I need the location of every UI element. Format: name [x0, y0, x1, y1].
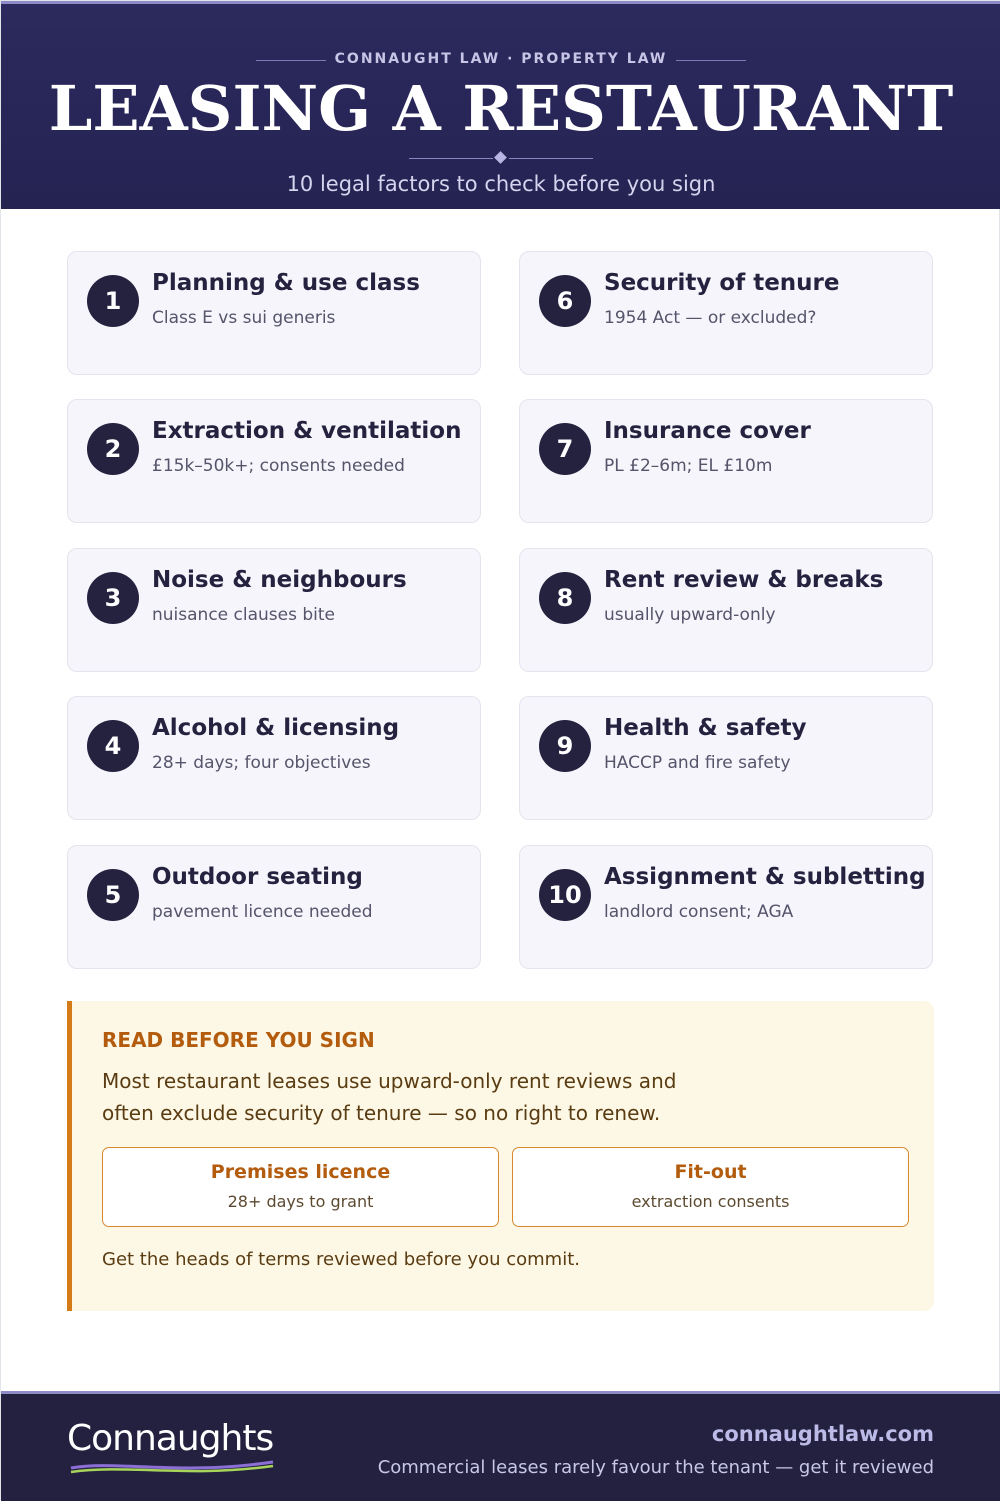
factor-title: Extraction & ventilation [152, 418, 462, 444]
eyebrow-row [1, 49, 1000, 71]
factor-detail: HACCP and fire safety [604, 753, 791, 773]
callout-footer: Get the heads of terms reviewed before you commit. [102, 1249, 580, 1270]
factor-card [67, 845, 481, 969]
fit-out-box [512, 1147, 909, 1227]
factor-card [67, 399, 481, 523]
factor-detail: Class E vs sui generis [152, 308, 336, 328]
mini-box-title: Fit-out [674, 1161, 747, 1183]
factor-card [519, 399, 933, 523]
factor-number-badge: 2 [87, 423, 139, 475]
factor-number-badge: 6 [539, 275, 591, 327]
factor-title: Health & safety [604, 715, 807, 741]
page-title: LEASING A RESTAURANT [48, 72, 954, 145]
factor-detail: usually upward-only [604, 605, 776, 625]
factor-title: Insurance cover [604, 418, 811, 444]
diamond-icon [494, 151, 507, 164]
eyebrow-text: CONNAUGHT LAW · PROPERTY LAW [334, 51, 668, 67]
factor-card [67, 548, 481, 672]
factor-title: Planning & use class [152, 270, 420, 296]
logo-wordmark: Connaughts [67, 1418, 274, 1459]
header-banner [1, 1, 1000, 209]
factor-card [519, 548, 933, 672]
factor-title: Outdoor seating [152, 864, 363, 890]
factor-title: Noise & neighbours [152, 567, 407, 593]
factor-card [67, 696, 481, 820]
factor-number-badge: 1 [87, 275, 139, 327]
factor-detail: PL £2–6m; EL £10m [604, 456, 773, 476]
divider-line-right [509, 158, 593, 159]
factor-number-badge: 8 [539, 572, 591, 624]
mini-box-detail: 28+ days to grant [227, 1192, 374, 1211]
read-before-you-sign-callout [67, 1001, 934, 1311]
page-subtitle: 10 legal factors to check before you sign [286, 172, 716, 196]
factor-number-badge: 10 [539, 869, 591, 921]
factor-card [519, 845, 933, 969]
footer [1, 1391, 1000, 1501]
logo-swoosh-icon [67, 1458, 277, 1478]
factor-number-badge: 4 [87, 720, 139, 772]
footer-tagline: Commercial leases rarely favour the tenant — get it reviewed [377, 1457, 934, 1478]
factor-title: Security of tenure [604, 270, 840, 296]
website-link[interactable]: connaughtlaw.com [711, 1422, 934, 1446]
factor-card [519, 696, 933, 820]
factor-title: Rent review & breaks [604, 567, 884, 593]
factor-card [519, 251, 933, 375]
factor-number-badge: 9 [539, 720, 591, 772]
factor-detail: landlord consent; AGA [604, 902, 794, 922]
eyebrow-line-right [676, 60, 746, 61]
factor-detail: pavement licence needed [152, 902, 373, 922]
callout-body: Most restaurant leases use upward-only rent reviews and often exclude security of tenure — so no right to renew. [102, 1069, 677, 1125]
factor-title: Assignment & subletting [604, 864, 926, 890]
factor-number-badge: 7 [539, 423, 591, 475]
divider-line-left [409, 158, 493, 159]
mini-box-title: Premises licence [210, 1161, 391, 1183]
factor-number-badge: 3 [87, 572, 139, 624]
callout-heading: READ BEFORE YOU SIGN [102, 1028, 375, 1052]
factor-detail: 1954 Act — or excluded? [604, 308, 817, 328]
connaughts-logo [67, 1418, 297, 1478]
factor-detail: nuisance clauses bite [152, 605, 336, 625]
factor-detail: £15k–50k+; consents needed [152, 456, 405, 476]
premises-licence-box [102, 1147, 499, 1227]
mini-box-detail: extraction consents [631, 1192, 790, 1211]
factor-title: Alcohol & licensing [152, 715, 400, 741]
factor-card [67, 251, 481, 375]
factor-number-badge: 5 [87, 869, 139, 921]
title-divider [409, 158, 593, 160]
factor-detail: 28+ days; four objectives [152, 753, 371, 773]
